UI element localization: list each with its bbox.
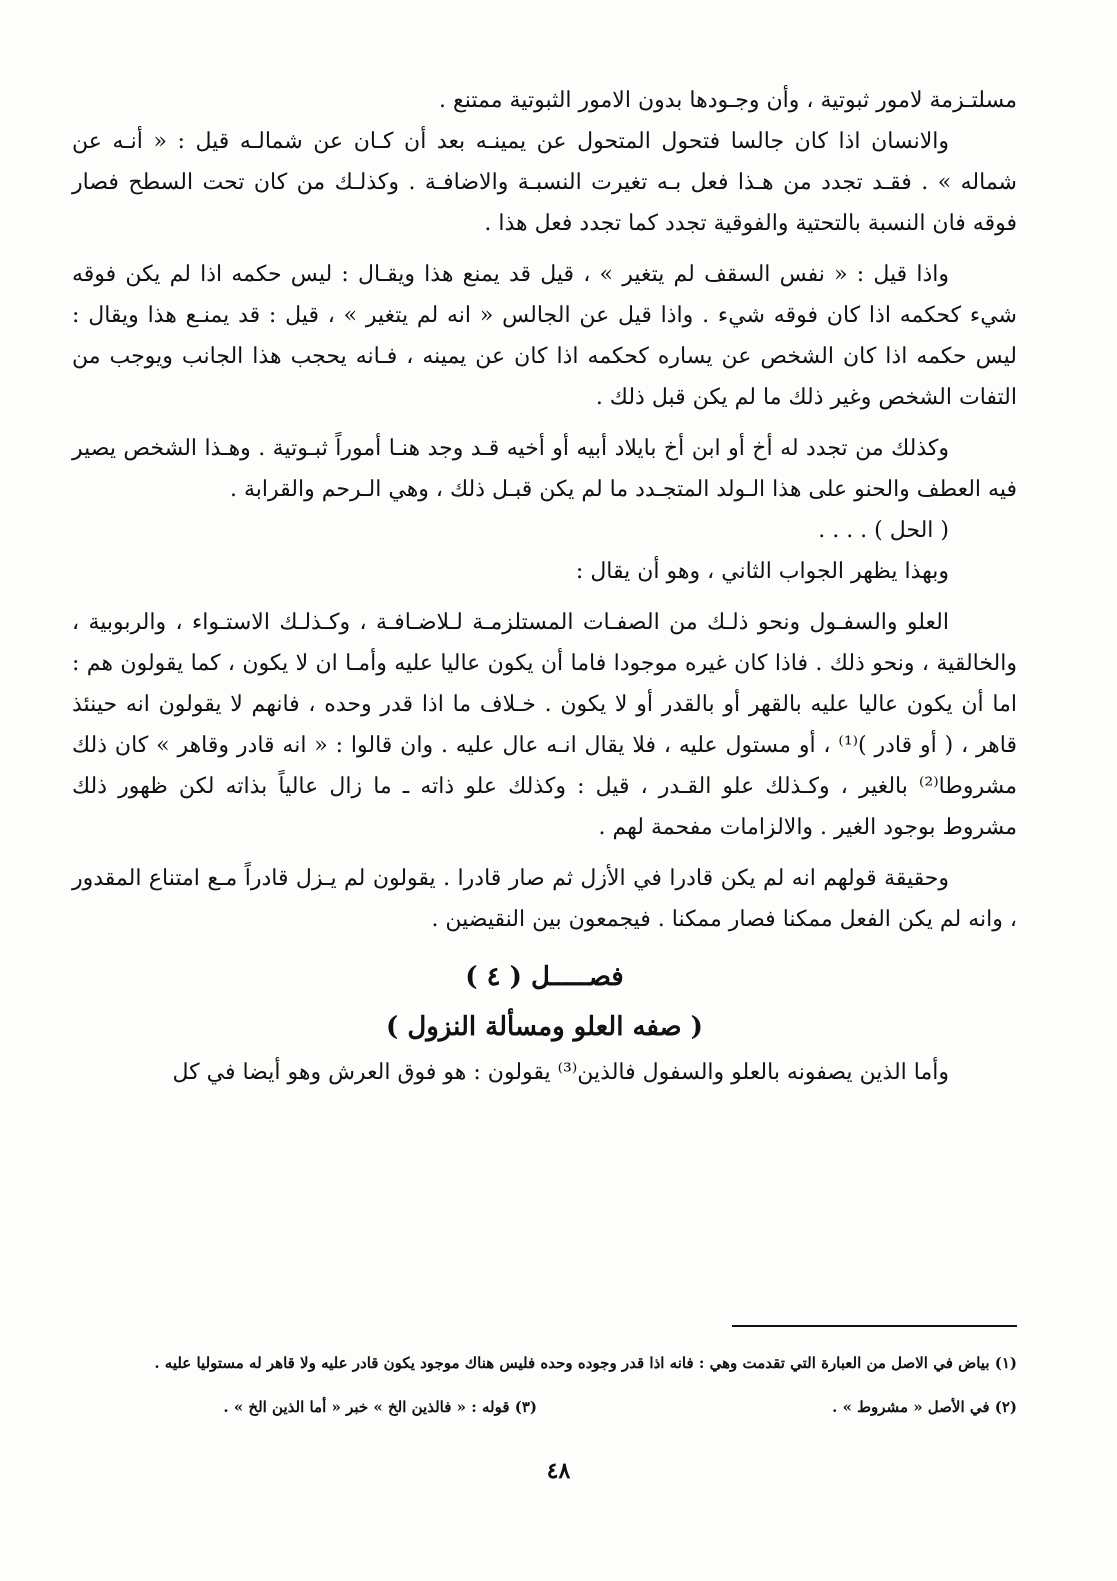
body-text [72, 80, 1017, 1093]
footnote-2: (٢) في الأصل « مشروط » . [832, 1398, 1017, 1416]
page-number: ٤٨ [546, 1458, 571, 1484]
section-title: فصـــــل ( ٤ ) [465, 962, 624, 992]
footnote-3: (٣) قوله : « فالذين الخ » خبر « أما الذين الخ » . [223, 1398, 537, 1416]
paragraph-elevation: العلو والسفـول ونحو ذلـك من الصفـات المستلزمـة لـلاضـافـة ، وكـذلـك الاستـواء ، والربوبية ، والخالقية ، ونحو ذلك . فاذا كان غيره موجودا فاما أن يكون عاليا عليه وأمـا ان لا يكون ، كما يقولون هم : اما أن يكون عاليا عليه بالقهر أو بالقدر أو لا يكون . خـلاف ما اذا قدر وحده ، فانهم لا يقولون انه حينئذ قاهر ، ( أو قادر )⁽¹⁾ ، أو مستول عليه ، فلا يقال انـه عال عليه . وان قالوا : « انه قادر وقاهر » كان ذلك مشروطا⁽²⁾ بالغير ، وكـذلك علو القـدر ، قيل : وكذلك علو ذاته ـ ما زال عالياً بذاته لكن ظهور ذلك مشروط بوجود الغير . والالزامات مفحمة لهم . [72, 610, 1017, 840]
paragraph-continuation: مسلتـزمة لامور ثبوتية ، وأن وجـودها بدون الامور الثبوتية ممتنع . [439, 88, 1017, 113]
paragraph-last: وأما الذين يصفونه بالعلو والسفول فالذين⁽³⁾ يقولون : هو فوق العرش وهو أيضا في كل [172, 1060, 949, 1085]
section-subtitle: ( صفه العلو ومسألة النزول ) [385, 1012, 703, 1042]
footnote-1: (١) بياض في الاصل من العبارة التي تقدمت وهي : فانه اذا قدر وجوده وحده فليس هناك موجود يكون قادر عليه ولا قاهر له مستوليا عليه . [154, 1354, 1017, 1372]
footnotes [72, 1350, 1017, 1420]
paragraph-reality: وحقيقة قولهم انه لم يكن قادرا في الأزل ثم صار قادرا . يقولون لم يـزل قادراً مـع امتناع المقدور ، وانه لم يكن الفعل ممكنا فصار ممكنا . فيجمعون بين النقيضين . [72, 866, 1017, 932]
paragraph-ceiling: واذا قيل : « نفس السقف لم يتغير » ، قيل قد يمنع هذا ويقـال : ليس حكمه اذا لم يكن فوقه شيء كحكمه اذا كان فوقه شيء . واذا قيل عن الجالس « انه لم يتغير » ، قيل : قد يمنـع هذا ويقال : ليس حكمه اذا كان الشخص عن يساره كحكمه اذا كان عن يمينه ، فـانه يحجب هذا الجانب ويوجب من التفات الشخص وغير ذلك ما لم يكن قبل ذلك . [72, 262, 1017, 410]
footnote-row [72, 1394, 1017, 1420]
footnote-divider [732, 1325, 1017, 1327]
paragraph-brother: وكذلك من تجدد له أخ أو ابن أخ بايلاد أبيه أو أخيه قـد وجد هنـا أموراً ثبـوتية . وهـذا الشخص يصير فيه العطف والحنو على هذا الـولد المتجـدد ما لم يكن قبـل ذلك ، وهي الـرحم والقرابة . [72, 436, 1017, 502]
paragraph-sitting-person: والانسان اذا كان جالسا فتحول المتحول عن يمينـه بعد أن كـان عن شمالـه قيل : « أنـه عن شماله » . فقـد تجدد من هـذا فعل بـه تغيرت النسبـة والاضافـة . وكذلـك من كان تحت السطح فصار فوقه فان النسبة بالتحتية والفوقية تجدد كما تجدد فعل هذا . [72, 129, 1017, 236]
paragraph-second-answer: وبهذا يظهر الجواب الثاني ، وهو أن يقال : [575, 559, 949, 584]
paragraph-solution-label: ( الحل ) . . . . [818, 518, 949, 543]
